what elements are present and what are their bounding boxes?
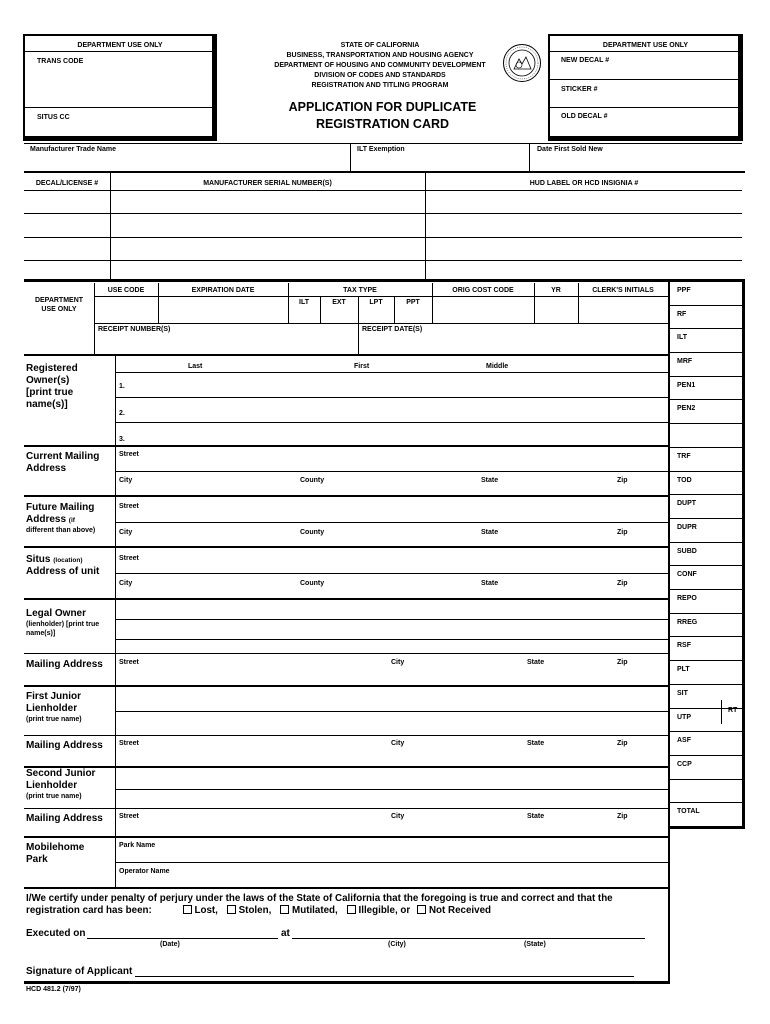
agency-line-3: DEPARTMENT OF HOUSING AND COMMUNITY DEVELOPMENT xyxy=(274,62,486,69)
fee-label-utp: UTP xyxy=(677,713,691,721)
tax-ilt-header: ILT xyxy=(299,299,309,306)
fee-divider xyxy=(670,802,742,803)
situs-state-label: State xyxy=(481,580,499,587)
legal-owner-mailing-label: Mailing Address xyxy=(26,659,103,670)
first-junior-street-label: Street xyxy=(119,740,139,747)
tax-ppt-header: PPT xyxy=(406,299,420,306)
stolen-checkbox[interactable] xyxy=(227,905,236,914)
ilt-exemption-field[interactable] xyxy=(351,155,529,171)
expiration-date-header: EXPIRATION DATE xyxy=(191,287,255,294)
second-junior-label-1: Second Junior xyxy=(26,768,96,779)
illegible-label: Illegible, or xyxy=(358,905,411,916)
future-county-label: County xyxy=(300,529,325,536)
legal-owner-name-field-3[interactable] xyxy=(116,640,668,653)
fee-label-pen2: PEN2 xyxy=(677,405,696,413)
certify-registration-text: registration card has been: xyxy=(26,905,152,916)
second-junior-city-label: City xyxy=(391,813,405,820)
legal-owner-street-label: Street xyxy=(119,659,139,666)
fee-label-sit: SIT xyxy=(677,689,688,697)
lost-checkbox[interactable] xyxy=(183,905,192,914)
manufacturer-trade-name-field[interactable] xyxy=(24,155,350,171)
fee-label-mrf: MRF xyxy=(677,358,693,366)
first-junior-state-label: State xyxy=(527,740,545,747)
situs-zip-label: Zip xyxy=(617,580,628,587)
certify-line-1: I/We certify under penalty of perjury under the laws of the State of California that the foregoing is true and correct and that the xyxy=(26,893,613,904)
yr-header: YR xyxy=(551,287,561,294)
executed-on-label: Executed on xyxy=(26,928,86,939)
situs-cc-label: SITUS CC xyxy=(37,114,70,121)
fee-divider xyxy=(670,565,742,566)
form-title-line-2: REGISTRATION CARD xyxy=(315,117,450,131)
first-junior-label-2: Lienholder xyxy=(26,703,78,714)
owner-name-field-3[interactable] xyxy=(128,423,668,445)
clerks-initials-header: CLERK'S INITIALS xyxy=(592,287,654,294)
fee-blank[interactable] xyxy=(670,779,742,803)
signature-line[interactable] xyxy=(135,976,634,977)
second-junior-name-field-1[interactable] xyxy=(116,768,668,789)
fee-label-repo: REPO xyxy=(677,595,697,603)
date-first-sold-label: Date First Sold New xyxy=(537,146,603,153)
serial-row[interactable] xyxy=(24,238,742,260)
owner-number-2: 2. xyxy=(119,410,125,417)
future-street-field[interactable] xyxy=(150,497,668,522)
fee-divider xyxy=(670,399,742,400)
future-mailing-if: (if xyxy=(68,517,75,524)
registered-owner-label-1: Registered xyxy=(26,363,78,374)
legal-owner-label-2: (lienholder) [print true xyxy=(26,621,100,628)
serial-row[interactable] xyxy=(24,214,742,237)
fee-divider xyxy=(670,471,742,472)
stolen-label: Stolen, xyxy=(238,905,272,916)
state-caption: (State) xyxy=(524,941,546,948)
owner-first-header: First xyxy=(354,363,370,370)
registered-owner-label-4: name(s)] xyxy=(26,399,68,410)
registered-owner-label-2: Owner(s) xyxy=(26,375,70,386)
current-city-label: City xyxy=(119,477,133,484)
city-caption: (City) xyxy=(388,941,406,948)
signature-label: Signature of Applicant xyxy=(26,966,133,977)
new-decal-label: NEW DECAL # xyxy=(561,57,610,64)
fee-label-ppf: PPF xyxy=(677,287,691,294)
dept-use-right-title: DEPARTMENT USE ONLY xyxy=(602,42,689,49)
second-junior-label-2: Lienholder xyxy=(26,780,78,791)
state-seal-icon xyxy=(502,43,542,83)
illegible-checkbox[interactable] xyxy=(347,905,356,914)
owner-last-header: Last xyxy=(188,363,203,370)
owner-number-1: 1. xyxy=(119,383,125,390)
situs-word: Situs xyxy=(26,554,51,565)
dept-table-side-label-2: USE ONLY xyxy=(41,306,77,313)
fee-divider xyxy=(670,684,742,685)
fee-label-rf: RF xyxy=(677,310,687,318)
future-city-label: City xyxy=(119,529,133,536)
form-number: HCD 481.2 (7/97) xyxy=(26,986,81,993)
fee-divider xyxy=(670,423,742,424)
future-zip-label: Zip xyxy=(617,529,628,536)
manufacturer-trade-name-label: Manufacturer Trade Name xyxy=(30,146,116,153)
second-junior-name-field-2[interactable] xyxy=(116,790,668,808)
serial-row[interactable] xyxy=(24,191,742,213)
manufacturer-serial-header: MANUFACTURER SERIAL NUMBER(S) xyxy=(203,180,332,187)
situs-label-1 xyxy=(26,554,82,566)
fee-divider xyxy=(670,376,742,377)
receipt-numbers-label: RECEIPT NUMBER(S) xyxy=(98,326,171,333)
registered-owner-label-3: [print true xyxy=(26,387,74,398)
agency-line-2: BUSINESS, TRANSPORTATION AND HOUSING AGENCY xyxy=(286,52,474,59)
fee-rt: RT xyxy=(728,707,738,714)
fee-label-dupt: DUPT xyxy=(677,500,697,508)
at-label: at xyxy=(281,928,290,939)
situs-street-label: Street xyxy=(119,555,139,562)
operator-name-field[interactable] xyxy=(178,863,668,887)
situs-county-label: County xyxy=(300,580,325,587)
first-junior-zip-label: Zip xyxy=(617,740,628,747)
future-mailing-label-2 xyxy=(26,514,75,526)
old-decal-label: OLD DECAL # xyxy=(561,113,608,120)
fee-divider xyxy=(670,352,742,353)
date-caption: (Date) xyxy=(160,941,180,948)
tax-ext-header: EXT xyxy=(332,299,346,306)
fee-label-rsf: RSF xyxy=(677,642,691,650)
form-title-line-1: APPLICATION FOR DUPLICATE xyxy=(288,100,477,114)
situs-city-label: City xyxy=(119,580,133,587)
fee-label-total: TOTAL xyxy=(677,808,700,816)
owner-number-3: 3. xyxy=(119,436,125,443)
first-junior-city-label: City xyxy=(391,740,405,747)
fee-label-plt: PLT xyxy=(677,666,690,674)
current-mailing-label-1: Current Mailing xyxy=(26,451,100,462)
fee-label-pen1: PEN1 xyxy=(677,381,696,389)
serial-row[interactable] xyxy=(24,261,742,279)
dept-use-left-title: DEPARTMENT USE ONLY xyxy=(77,42,163,49)
fee-label-conf: CONF xyxy=(677,571,697,579)
sticker-label: STICKER # xyxy=(561,86,598,93)
first-junior-label-3: (print true name) xyxy=(26,716,82,723)
orig-cost-code-header: ORIG COST CODE xyxy=(452,287,514,294)
future-street-label: Street xyxy=(119,503,139,510)
agency-line-5: REGISTRATION AND TITLING PROGRAM xyxy=(311,82,449,89)
fee-divider xyxy=(670,447,742,448)
receipt-dates-label: RECEIPT DATE(S) xyxy=(362,326,423,333)
fee-divider xyxy=(670,518,742,519)
first-junior-label-1: First Junior xyxy=(26,691,82,702)
decal-license-header: DECAL/LICENSE # xyxy=(35,180,99,187)
hud-label-header: HUD LABEL OR HCD INSIGNIA # xyxy=(529,180,639,187)
legal-owner-label-3: name(s)] xyxy=(26,630,56,637)
certify-line-2 xyxy=(26,905,491,917)
use-code-header: USE CODE xyxy=(107,287,145,294)
ilt-exemption-label: ILT Exemption xyxy=(357,146,405,153)
legal-owner-state-label: State xyxy=(527,659,545,666)
fee-divider xyxy=(670,305,742,306)
fee-divider xyxy=(670,589,742,590)
fee-divider xyxy=(670,660,742,661)
fee-divider xyxy=(670,731,742,732)
future-state-label: State xyxy=(481,529,499,536)
first-junior-name-field-1[interactable] xyxy=(116,687,668,711)
park-name-field[interactable] xyxy=(165,838,668,862)
second-junior-street-label: Street xyxy=(119,813,139,820)
mobilehome-label-1: Mobilehome xyxy=(26,842,85,853)
second-junior-state-label: State xyxy=(527,813,545,820)
current-county-label: County xyxy=(300,477,325,484)
mutilated-label: Mutilated, xyxy=(292,905,338,916)
future-mailing-label-3: different than above) xyxy=(26,527,96,534)
legal-owner-city-label: City xyxy=(391,659,405,666)
dept-table-side-label-1: DEPARTMENT xyxy=(34,297,84,304)
fee-label-subd: SUBD xyxy=(677,547,697,555)
fee-blank[interactable] xyxy=(670,423,742,447)
fee-label-ilt: ILT xyxy=(677,334,687,342)
current-street-field[interactable] xyxy=(150,447,668,471)
fee-divider xyxy=(670,755,742,756)
second-junior-mailing-label: Mailing Address xyxy=(26,813,103,824)
agency-line-1: STATE OF CALIFORNIA xyxy=(340,42,420,49)
lost-label: Lost, xyxy=(194,905,218,916)
executed-date-line[interactable] xyxy=(87,938,278,939)
tax-type-header: TAX TYPE xyxy=(343,287,377,294)
fee-label-trf: TRF xyxy=(677,452,691,460)
fee-label-ccp: CCP xyxy=(677,760,692,768)
first-junior-name-field-2[interactable] xyxy=(116,712,668,735)
fee-label-asf: ASF xyxy=(677,737,691,745)
agency-line-4: DIVISION OF CODES AND STANDARDS xyxy=(314,72,446,79)
fee-divider xyxy=(670,636,742,637)
fee-divider xyxy=(670,779,742,780)
current-street-label: Street xyxy=(119,451,139,458)
park-name-label: Park Name xyxy=(119,842,156,849)
current-mailing-label-2: Address xyxy=(26,463,67,474)
fee-divider xyxy=(670,613,742,614)
fee-divider xyxy=(670,542,742,543)
owner-middle-header: Middle xyxy=(486,363,509,370)
situs-label-2: Address of unit xyxy=(26,566,100,577)
fee-bottom-border xyxy=(670,826,745,829)
fee-label-tod: TOD xyxy=(677,476,692,484)
owner-name-field-1[interactable] xyxy=(128,373,668,397)
current-state-label: State xyxy=(481,477,499,484)
trans-code-label: TRANS CODE xyxy=(37,58,84,65)
second-junior-label-3: (print true name) xyxy=(26,793,82,800)
executed-place-line[interactable] xyxy=(292,938,645,939)
situs-street-field[interactable] xyxy=(150,548,668,573)
second-junior-zip-label: Zip xyxy=(617,813,628,820)
not-received-checkbox[interactable] xyxy=(417,905,426,914)
mobilehome-label-2: Park xyxy=(26,854,48,865)
legal-owner-label-1: Legal Owner xyxy=(26,608,87,619)
fee-label-dupr: DUPR xyxy=(677,523,697,531)
owner-name-field-2[interactable] xyxy=(128,398,668,422)
mutilated-checkbox[interactable] xyxy=(280,905,289,914)
situs-location: (location) xyxy=(53,557,83,564)
future-mailing-label-1: Future Mailing xyxy=(26,502,95,513)
fee-divider xyxy=(670,494,742,495)
first-junior-mailing-label: Mailing Address xyxy=(26,740,103,751)
legal-owner-zip-label: Zip xyxy=(617,659,628,666)
fee-label-rreg: RREG xyxy=(677,618,698,626)
date-first-sold-field[interactable] xyxy=(530,155,742,171)
tax-lpt-header: LPT xyxy=(369,299,383,306)
current-zip-label: Zip xyxy=(617,477,628,484)
future-mailing-address-word: Address xyxy=(26,514,67,525)
legal-owner-name-field-1[interactable] xyxy=(116,600,668,619)
not-received-label: Not Received xyxy=(428,905,492,916)
fee-divider xyxy=(670,328,742,329)
operator-name-label: Operator Name xyxy=(119,868,170,875)
legal-owner-name-field-2[interactable] xyxy=(116,620,668,639)
